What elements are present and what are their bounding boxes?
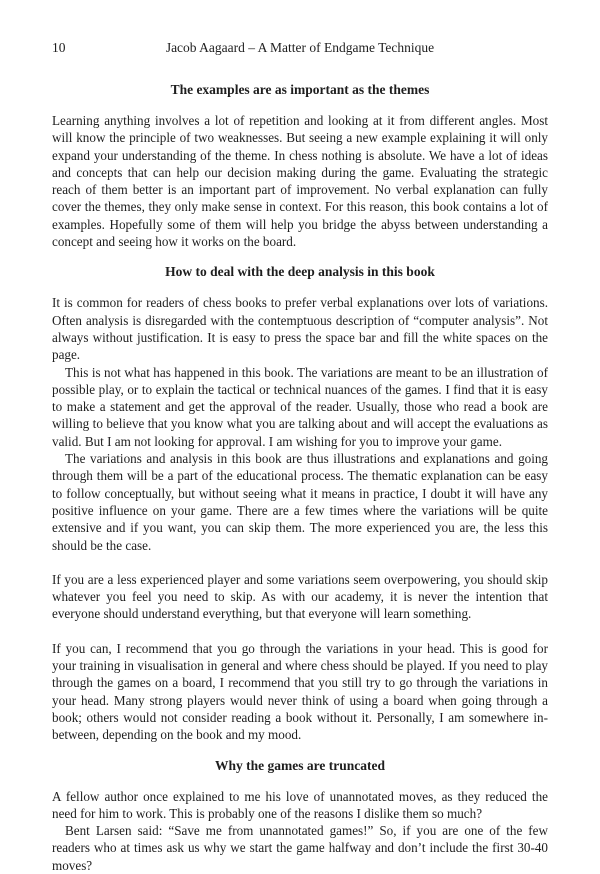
section-heading: The examples are as important as the themes [170, 82, 430, 97]
page-number: 10 [52, 40, 66, 55]
body-paragraph: Bent Larsen said: “Save me from unannotated games!” So, if you are one of the few readers who at times ask us why we start the game halfway and don’t include the first 30-40 moves? [52, 823, 548, 873]
body-paragraph: The variations and analysis in this book are thus illustrations and explanations and going through them will be a part of the educational process. The thematic explanation can be easy to follow conceptually, but without seeing what it means in practice, I doubt it will have any positive influence on your game. There are a few times where the variations will be quite extensive and if you want, you can skip them. The more experienced you are, the less this should be the case. [52, 451, 548, 553]
section-heading: How to deal with the deep analysis in this book [165, 264, 435, 280]
page-body [52, 80, 548, 874]
body-paragraph: If you are a less experienced player and some variations seem overpowering, you should skip whatever you feel you need to skip. As with our academy, it is never the intention that everyone should understand everything, but that everyone will learn something. [52, 571, 548, 622]
body-paragraph: It is common for readers of chess books to prefer verbal explanations over lots of variations. Often analysis is disregarded with the contemptuous description of “computer analysis”. Not always without justification. It is easy to press the space bar and fill the white spaces on the page. [52, 295, 548, 363]
body-paragraph: If you can, I recommend that you go through the variations in your head. This is good for your training in visualisation in general and where chess should be played. If you need to play through the games on a board, I recommend that you still try to go through the variations in your head. Many strong players would never think of using a board when going through a book; others would not consider reading a book without it. Personally, I am somewhere in-between, depending on the book and my mood. [52, 640, 548, 743]
body-paragraph: Learning anything involves a lot of repetition and looking at it from different angles. Most will know the principle of two weaknesses. But seeing a new example explaining it will only expand your understanding of the theme. In chess nothing is absolute. We have a lot of ideas and concepts that can help our decision making during the game. Evaluating the strategic reach of them better is an important part of improvement. No verbal explanation can fully cover the themes, they only make sense in context. For this reason, this book contains a lot of examples. Hopefully some of them will help you bridge the abyss between understanding a concept and seeing how it works on the board. [52, 113, 548, 250]
body-paragraph: This is not what has happened in this book. The variations are meant to be an illustration of possible play, or to explain the tactical or technical nuances of the games. I find that it is easy to make a statement and get the approval of the reader. Usually, those who read a book are willing to believe that you know what you are talking about and will accept the evaluations as valid. But I am not looking for approval. I am wishing for you to improve your game. [52, 364, 548, 449]
running-title: Jacob Aagaard – A Matter of Endgame Technique [165, 40, 435, 55]
running-header [52, 40, 548, 60]
body-paragraph: A fellow author once explained to me his love of unannotated moves, as they reduced the need for him to work. This is probably one of the reasons I dislike them so much? [52, 788, 548, 821]
section-heading: Why the games are truncated [215, 757, 385, 773]
